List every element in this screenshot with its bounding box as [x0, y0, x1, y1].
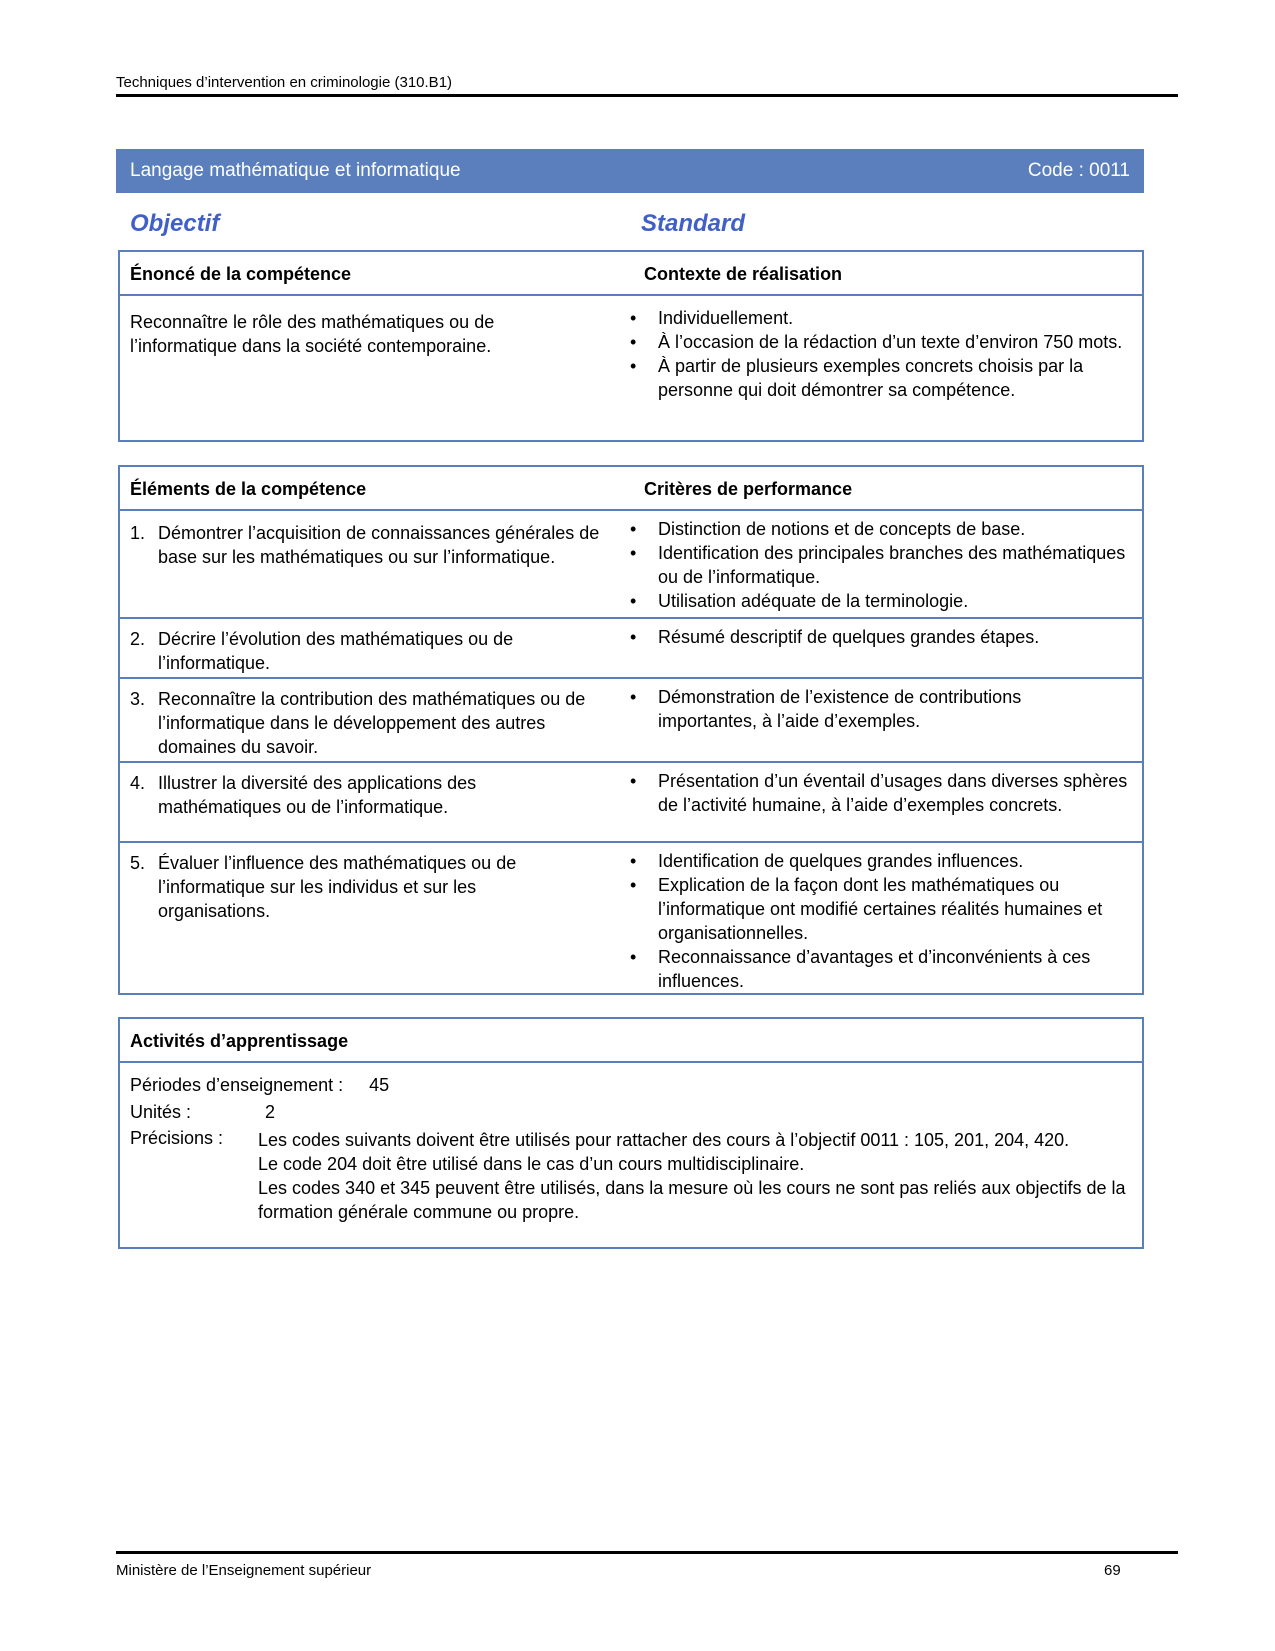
list-item: • Identification des principales branches des mathématiques ou de l’informatique. — [630, 541, 1135, 589]
element-text: Illustrer la diversité des applications des mathématiques ou de l’informatique. — [158, 773, 477, 817]
criteres-list — [630, 769, 1138, 817]
table-row — [120, 511, 1142, 619]
contexte-heading: Contexte de réalisation — [644, 264, 843, 284]
list-item: • Utilisation adéquate de la terminologie. — [630, 589, 1135, 613]
course-title-bar — [116, 149, 1144, 193]
list-item: • Présentation d’un éventail d’usages dans diverses sphères de l’activité humaine, à l’aide d’exemples concrets. — [630, 769, 1138, 817]
element-text: Reconnaître la contribution des mathématiques ou de l’informatique dans le développement des autres domaines du savoir. — [158, 689, 586, 757]
list-item: • Reconnaissance d’avantages et d’inconvénients à ces influences. — [630, 945, 1130, 993]
element-text: Évaluer l’influence des mathématiques ou de l’informatique sur les individus et sur les organisations. — [158, 853, 517, 921]
element-cell — [130, 771, 550, 819]
enonce-line: l’informatique dans la société contemporaine. — [130, 336, 492, 356]
element-number: 2. — [130, 629, 146, 649]
activites-box — [118, 1017, 1144, 1249]
enonce-line: Reconnaître le rôle des mathématiques ou de — [130, 312, 495, 332]
criteres-heading: Critères de performance — [644, 479, 853, 499]
element-cell — [130, 627, 585, 675]
periodes-value: 45 — [369, 1075, 390, 1095]
element-number: 3. — [130, 689, 146, 709]
list-item: • Individuellement. — [630, 306, 1130, 330]
element-text: Démontrer l’acquisition de connaissances générales de base sur les mathématiques ou sur l’informatique. — [158, 523, 600, 567]
section-labels — [130, 210, 1130, 240]
element-number: 5. — [130, 853, 146, 873]
table-row — [120, 619, 1142, 679]
precision-item: Le code 204 doit être utilisé dans le cas d’un cours multidisciplinaire. — [258, 1154, 805, 1174]
precisions-body — [258, 1128, 1138, 1224]
criteres-list — [630, 849, 1130, 993]
criteres-list — [630, 685, 1090, 733]
footer-rule — [116, 1551, 1178, 1554]
list-item: • Résumé descriptif de quelques grandes étapes. — [630, 625, 1135, 649]
periodes-line — [130, 1073, 389, 1097]
list-item: • Explication de la façon dont les mathématiques ou l’informatique ont modifié certaines réalités humaines et organisationnelles. — [630, 873, 1130, 945]
elements-box — [118, 465, 1144, 995]
precision-item: Les codes 340 et 345 peuvent être utilisés, dans la mesure où les cours ne sont pas reliés aux objectifs de la formation générale commune ou propre. — [258, 1178, 1126, 1222]
header-rule — [116, 94, 1178, 97]
table-row — [120, 843, 1142, 993]
element-number: 4. — [130, 773, 146, 793]
activites-heading: Activités d’apprentissage — [130, 1031, 349, 1051]
page-number: 69 — [1104, 1562, 1121, 1579]
activites-header — [120, 1019, 1142, 1063]
element-cell — [130, 521, 610, 569]
competence-box — [118, 250, 1144, 442]
unites-line — [130, 1100, 275, 1124]
enonce-text — [130, 310, 620, 358]
criteres-list — [630, 625, 1135, 649]
precision-item: Les codes suivants doivent être utilisés pour rattacher des cours à l’objectif 0011 : 105, 201, 204, 420. — [258, 1130, 1070, 1150]
running-header: Techniques d’intervention en criminologie (310.B1) — [116, 74, 453, 91]
list-item: • Identification de quelques grandes influences. — [630, 849, 1130, 873]
elements-header — [120, 467, 1142, 511]
footer-ministry: Ministère de l’Enseignement supérieur — [116, 1562, 372, 1579]
element-cell — [130, 687, 610, 759]
elements-heading: Éléments de la compétence — [130, 479, 367, 499]
list-item: • À partir de plusieurs exemples concrets choisis par la personne qui doit démontrer sa compétence. — [630, 354, 1130, 402]
element-number: 1. — [130, 523, 146, 543]
contexte-list — [630, 306, 1130, 402]
list-item: • À l’occasion de la rédaction d’un texte d’environ 750 mots. — [630, 330, 1130, 354]
list-item: • Distinction de notions et de concepts de base. — [630, 517, 1135, 541]
enonce-heading: Énoncé de la compétence — [130, 264, 352, 284]
course-title: Langage mathématique et informatique — [130, 160, 461, 181]
standard-label: Standard — [641, 210, 746, 237]
course-code: Code : 0011 — [1027, 160, 1130, 181]
table-row — [120, 763, 1142, 843]
periodes-label: Périodes d’enseignement : — [130, 1075, 344, 1095]
objectif-label: Objectif — [130, 210, 220, 237]
unites-label: Unités : — [130, 1102, 192, 1122]
element-text: Décrire l’évolution des mathématiques ou de l’informatique. — [158, 629, 514, 673]
precisions-label: Précisions : — [130, 1128, 224, 1148]
element-cell — [130, 851, 585, 923]
competence-header — [120, 252, 1142, 296]
criteres-list — [630, 517, 1135, 613]
table-row — [120, 679, 1142, 763]
unites-value: 2 — [265, 1102, 276, 1122]
list-item: • Démonstration de l’existence de contributions importantes, à l’aide d’exemples. — [630, 685, 1090, 733]
